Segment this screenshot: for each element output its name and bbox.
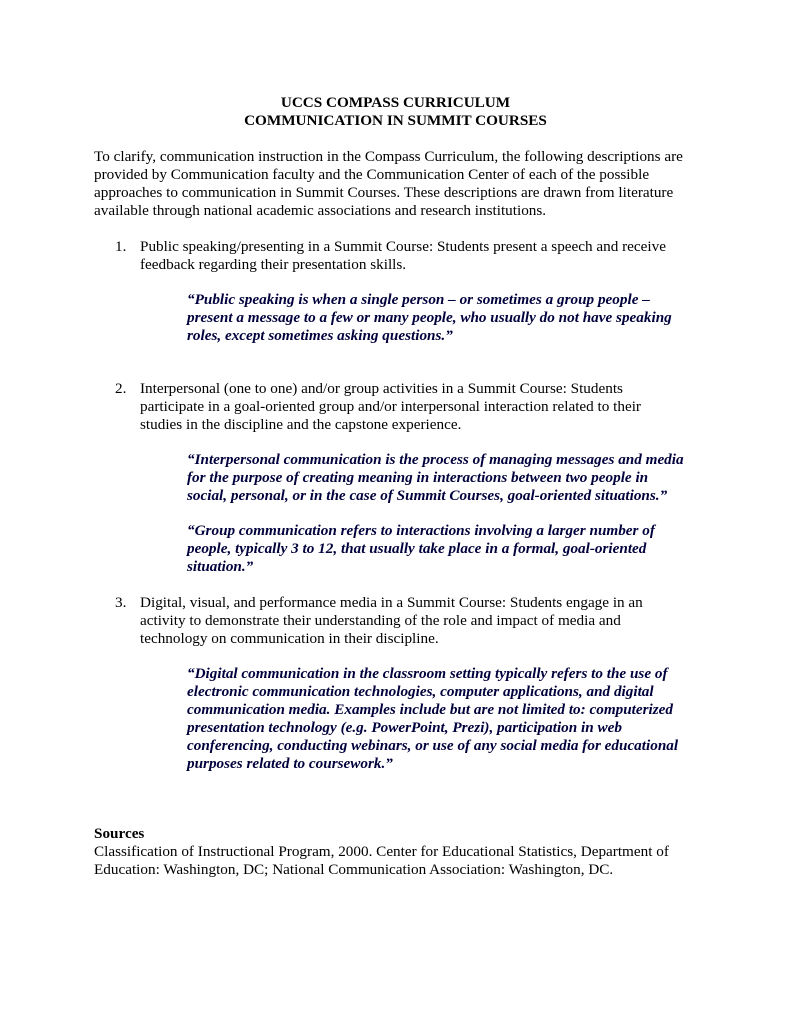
sources-heading: Sources xyxy=(94,825,145,842)
list-item-line: technology on communication in their discipline. xyxy=(140,630,439,647)
quote-line: situation.” xyxy=(187,558,254,575)
intro-line: available through national academic associations and research institutions. xyxy=(94,202,547,219)
list-item-line: participate in a goal-oriented group and/or interpersonal interaction related to their xyxy=(140,398,641,415)
list-item-line: studies in the discipline and the capstone experience. xyxy=(140,416,462,433)
quote-line: electronic communication technologies, computer applications, and digital xyxy=(187,683,654,700)
quote-line: “Public speaking is when a single person – or sometimes a group people – xyxy=(187,291,650,308)
quote-line: social, personal, or in the case of Summit Courses, goal-oriented situations.” xyxy=(187,487,668,504)
quote-line: for the purpose of creating meaning in interactions between two people in xyxy=(187,469,649,486)
quote-line: conferencing, conducting webinars, or use of any social media for educational xyxy=(187,737,679,754)
quote-line: “Interpersonal communication is the process of managing messages and media xyxy=(187,451,684,468)
intro-line: provided by Communication faculty and the Communication Center of each of the possible xyxy=(94,166,650,183)
list-item-number: 3. xyxy=(115,594,127,611)
quote-line: “Digital communication in the classroom setting typically refers to the use of xyxy=(187,665,668,682)
intro-line: To clarify, communication instruction in the Compass Curriculum, the following descriptions are xyxy=(94,148,683,165)
document-subtitle: COMMUNICATION IN SUMMIT COURSES xyxy=(244,112,547,129)
list-item-line: feedback regarding their presentation skills. xyxy=(140,256,407,273)
list-item-line: activity to demonstrate their understanding of the role and impact of media and xyxy=(140,612,621,629)
quote-line: “Group communication refers to interactions involving a larger number of xyxy=(187,522,655,539)
sources-line: Classification of Instructional Program, 2000. Center for Educational Statistics, Department of xyxy=(94,843,669,860)
quote-line: present a message to a few or many people, who usually do not have speaking xyxy=(187,309,672,326)
list-item-number: 1. xyxy=(115,238,127,255)
document-title: UCCS COMPASS CURRICULUM xyxy=(280,94,511,111)
quote-line: roles, except sometimes asking questions.” xyxy=(187,327,453,344)
list-item-line: Interpersonal (one to one) and/or group activities in a Summit Course: Students xyxy=(140,380,623,397)
intro-line: approaches to communication in Summit Courses. These descriptions are drawn from literature xyxy=(94,184,674,201)
quote-line: communication media. Examples include but are not limited to: computerized xyxy=(187,701,674,718)
sources-line: Education: Washington, DC; National Communication Association: Washington, DC. xyxy=(94,861,614,878)
quote-line: purposes related to coursework.” xyxy=(187,755,393,772)
quote-line: people, typically 3 to 12, that usually take place in a formal, goal-oriented xyxy=(187,540,647,557)
list-item-line: Digital, visual, and performance media in a Summit Course: Students engage in an xyxy=(140,594,643,611)
list-item-number: 2. xyxy=(115,380,127,397)
list-item-line: Public speaking/presenting in a Summit Course: Students present a speech and receive xyxy=(140,238,666,255)
quote-line: presentation technology (e.g. PowerPoint, Prezi), participation in web xyxy=(187,719,622,736)
